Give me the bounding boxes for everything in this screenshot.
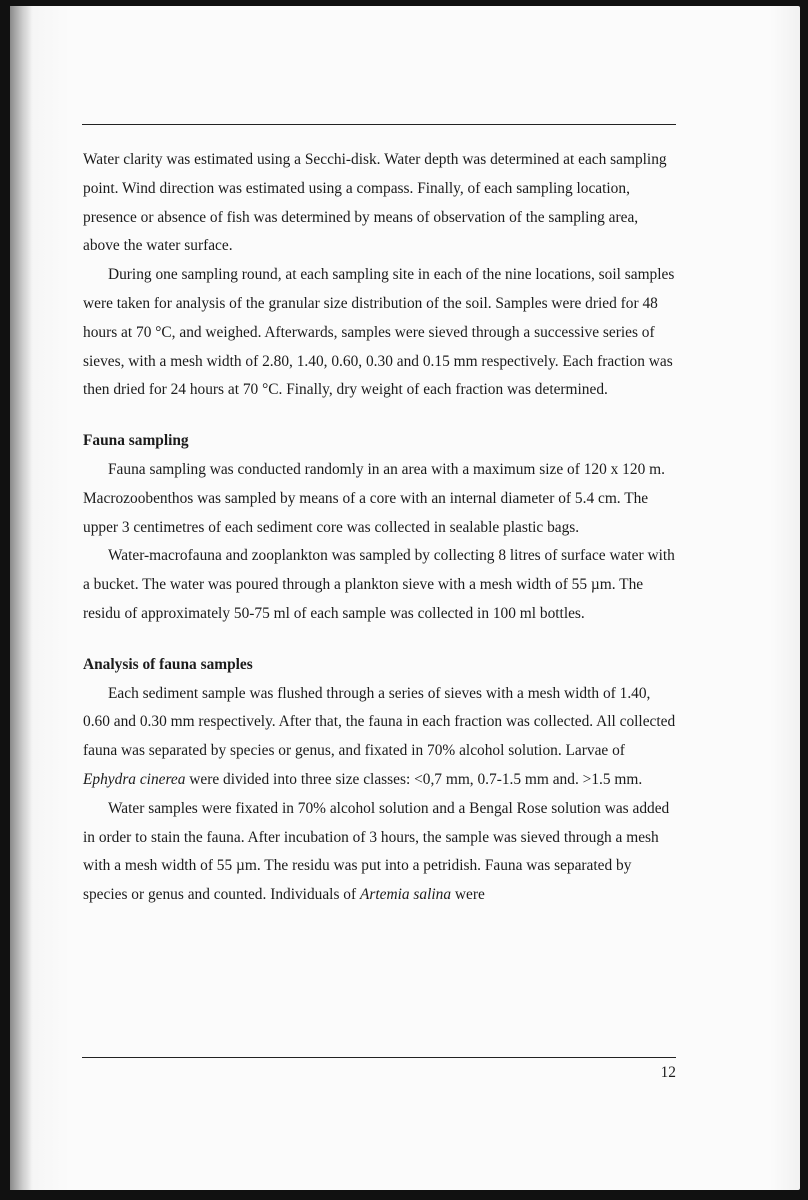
text-run: Each sediment sample was flushed through a series of sieves with a mesh width of 1.40, 0.60 and 0.30 mm respectively. After that, the fauna in each fraction was collected. All collected fauna was separated by species or genus, and fixated in 70% alcohol solution. Larvae of	[83, 684, 676, 760]
species-name: Artemia salina	[359, 886, 452, 904]
text-run: were divided into three size classes: <0,7 mm, 0.7-1.5 mm and. >1.5 mm.	[185, 770, 643, 788]
text-run: Water samples were fixated in 70% alcohol solution and a Bengal Rose solution was added in order to stain the fauna. After incubation of 3 hours, the sample was sieved through a mesh with a mesh width of 55 µm. The residu was put into a petridish. Fauna was separated by species or genus and counted. Individuals of	[83, 799, 670, 904]
paragraph	[83, 795, 677, 910]
paragraph	[83, 680, 677, 795]
paragraph: Water-macrofauna and zooplankton was sampled by collecting 8 litres of surface water with a bucket. The water was poured through a plankton sieve with a mesh width of 55 µm. The residu of approximately 50-75 ml of each sample was collected in 100 ml bottles.	[83, 547, 675, 622]
paragraph: Fauna sampling was conducted randomly in an area with a maximum size of 120 x 120 m. Macrozoobenthos was sampled by means of a core with an internal diameter of 5.4 cm. The upper 3 centimetres of each sediment core was collected in sealable plastic bags.	[83, 460, 665, 536]
paragraph: Water clarity was estimated using a Secchi-disk. Water depth was determined at each sampling point. Wind direction was estimated using a compass. Finally, of each sampling location, presence or absence of fish was determined by means of observation of the sampling area, above the water surface.	[83, 151, 667, 255]
species-name: Ephydra cinerea	[83, 770, 186, 788]
body-text	[83, 146, 677, 910]
section-heading: Fauna sampling	[83, 432, 189, 450]
binding-shadow	[10, 6, 32, 1190]
header-rule	[82, 124, 676, 125]
page-number: 12	[660, 1064, 676, 1081]
section-heading: Analysis of fauna samples	[83, 655, 253, 673]
document-page	[10, 6, 800, 1190]
paragraph: During one sampling round, at each sampling site in each of the nine locations, soil samples were taken for analysis of the granular size distribution of the soil. Samples were dried for 48 hours at 70 °C, and weighed. Afterwards, samples were sieved through a successive series of sieves, with a mesh width of 2.80, 1.40, 0.60, 0.30 and 0.15 mm respectively. Each fraction was then dried for 24 hours at 70 °C. Finally, dry weight of each fraction was determined.	[83, 266, 675, 399]
text-run: were	[451, 886, 485, 904]
footer-rule	[82, 1057, 676, 1058]
